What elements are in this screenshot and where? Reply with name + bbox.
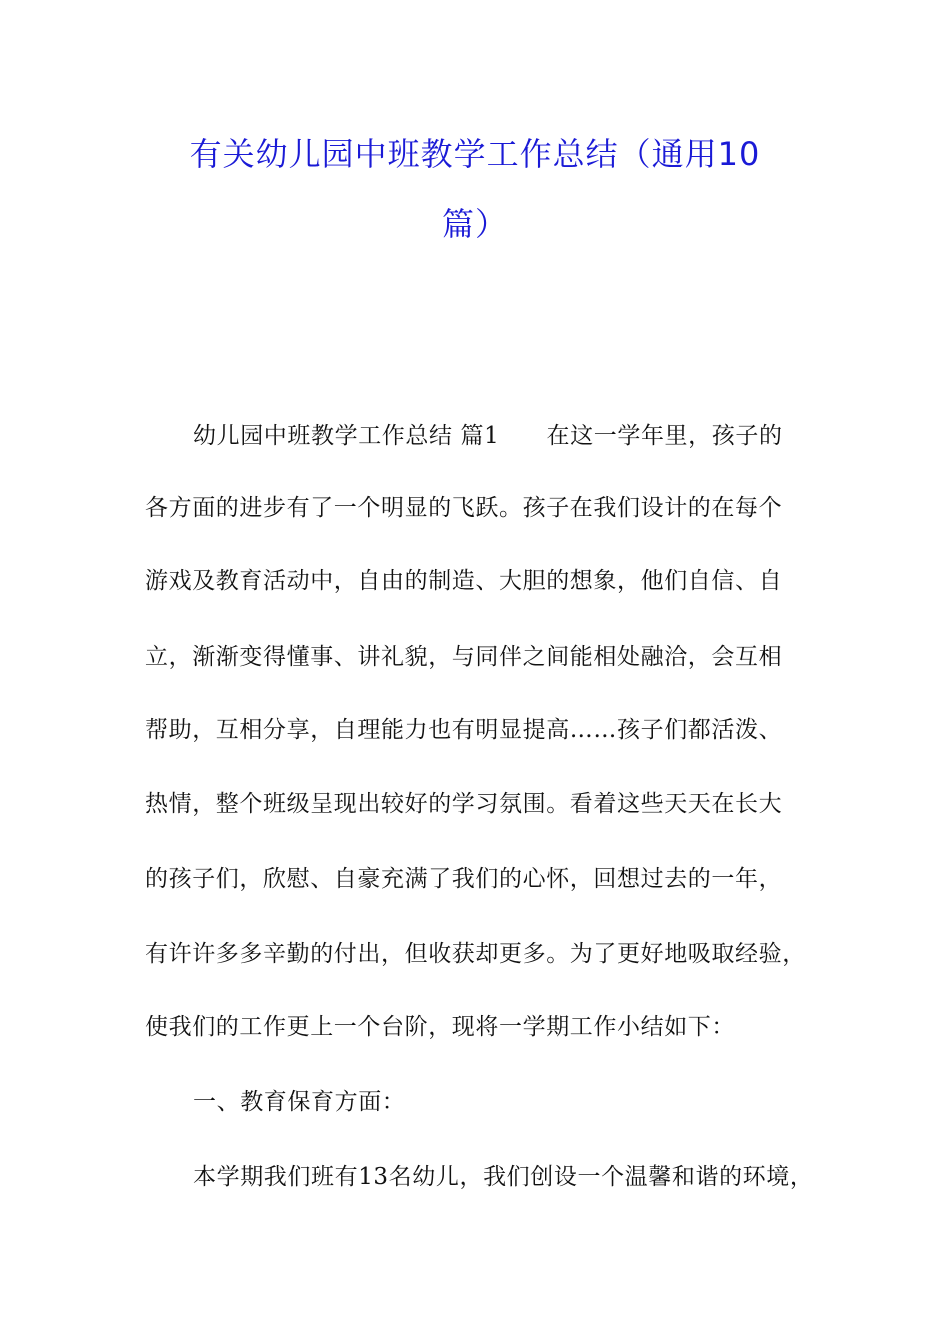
paragraph-line: 有许许多多辛勤的付出，但收获却更多。为了更好地吸取经验， xyxy=(145,941,806,967)
paragraph-line: 立，渐渐变得懂事、讲礼貌，与同伴之间能相处融洽，会互相 xyxy=(145,644,783,670)
paragraph-line: 各方面的进步有了一个明显的飞跃。孩子在我们设计的在每个 xyxy=(145,495,783,521)
document-title-line-1: 有关幼儿园中班教学工作总结（通用10 xyxy=(189,135,761,173)
section-heading: 一、教育保育方面： xyxy=(193,1089,406,1115)
paragraph-line: 使我们的工作更上一个台阶，现将一学期工作小结如下： xyxy=(145,1014,735,1040)
paragraph-line: 的孩子们，欣慰、自豪充满了我们的心怀，回想过去的一年， xyxy=(145,866,783,892)
paragraph-line: 本学期我们班有13名幼儿，我们创设一个温馨和谐的环境， xyxy=(193,1164,814,1190)
paragraph-line: 热情，整个班级呈现出较好的学习氛围。看着这些天天在长大 xyxy=(145,791,783,817)
paragraph-line: 帮助，互相分享，自理能力也有明显提高……孩子们都活泼、 xyxy=(145,717,783,743)
paragraph-line: 幼儿园中班教学工作总结 篇1 在这一学年里，孩子的 xyxy=(193,423,783,449)
paragraph-line: 游戏及教育活动中，自由的制造、大胆的想象，他们自信、自 xyxy=(145,568,783,594)
document-title-line-2: 篇） xyxy=(441,205,508,243)
